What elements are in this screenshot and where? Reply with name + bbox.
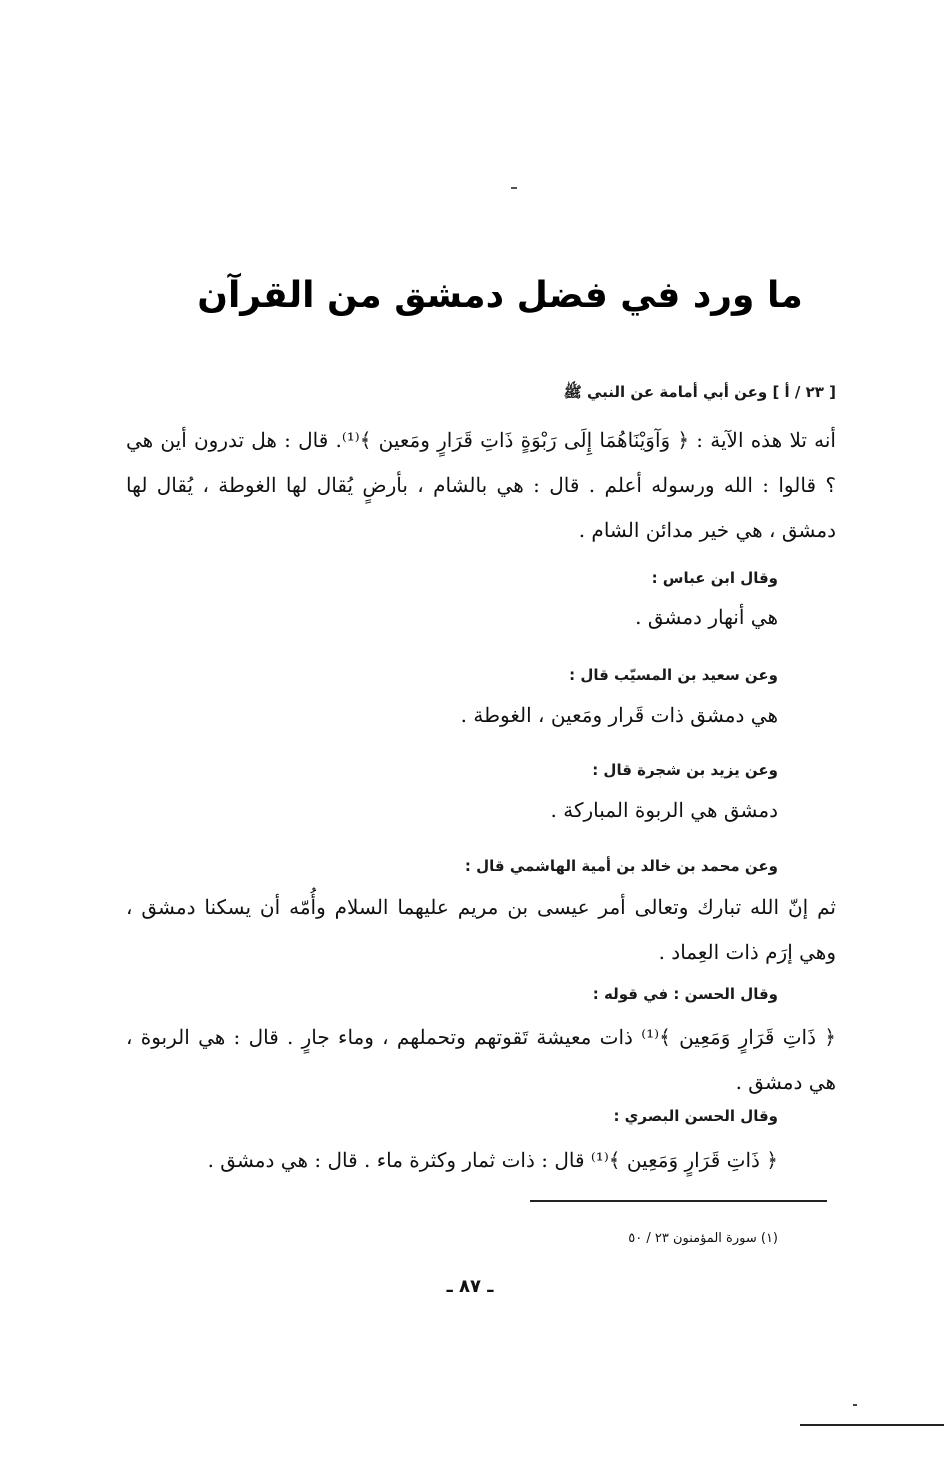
section-6-body: ﴿ ذَاتِ قَرَارٍ وَمَعِين ﴾⁽¹⁾ ذات معيشة تَقوتهم وتحملهم ، وماء جارٍ . قال : هي الربوة ، هي دمشق .: [126, 1025, 836, 1094]
footnote-separator: [530, 1200, 827, 1202]
section-7-heading: وقال الحسن البصري :: [613, 1107, 778, 1125]
section-2-body: هي أنهار دمشق .: [635, 605, 778, 629]
section-1-heading: [ ٢٣ / أ ] وعن أبي أمامة عن النبي ﷺ: [563, 383, 836, 401]
section-3-body: هي دمشق ذات قَرار ومَعين ، الغوطة .: [460, 703, 778, 727]
corner-rule: [800, 1424, 944, 1426]
page-title: ما ورد في فضل دمشق من القرآن: [197, 275, 803, 316]
section-4-heading: وعن يزيد بن شجرة قال :: [592, 761, 778, 779]
section-4-body: دمشق هي الربوة المباركة .: [550, 798, 778, 822]
section-1-body: أنه تلا هذه الآية : ﴿ وَآوَيْنَاهُمَا إِلَى رَبْوَةٍ ذَاتِ قَرَارٍ ومَعين ﴾⁽¹⁾. قال : هل تدرون أين هي ؟ قالوا : الله ورسوله أعلم . قال : هي بالشام ، بأرضٍ يُقال لها الغوطة ، يُقال لها دمشق ، هي خير مدائن الشام .: [126, 428, 836, 542]
top-mark: [511, 187, 517, 189]
section-2-heading: وقال ابن عباس :: [651, 569, 778, 587]
corner-mark: [853, 1404, 857, 1406]
section-5-heading: وعن محمد بن خالد بن أمية الهاشمي قال :: [464, 857, 778, 875]
section-3-heading: وعن سعيد بن المسيّب قال :: [569, 666, 778, 684]
footnote: (١) سورة المؤمنون ٢٣ / ٥٠: [628, 1231, 778, 1246]
section-5-body: ثم إنّ الله تبارك وتعالى أمر عيسى بن مريم عليهما السلام وأُمّه أن يسكنا دمشق ، وهي إرَم ذات العِماد .: [126, 895, 836, 964]
page-number: ـ ٨٧ ـ: [446, 1276, 494, 1297]
section-6-heading: وقال الحسن : في قوله :: [592, 985, 778, 1003]
section-7-body: ﴿ ذَاتِ قَرَارٍ وَمَعِين ﴾⁽¹⁾ قال : ذات ثمار وكثرة ماء . قال : هي دمشق .: [207, 1148, 778, 1172]
